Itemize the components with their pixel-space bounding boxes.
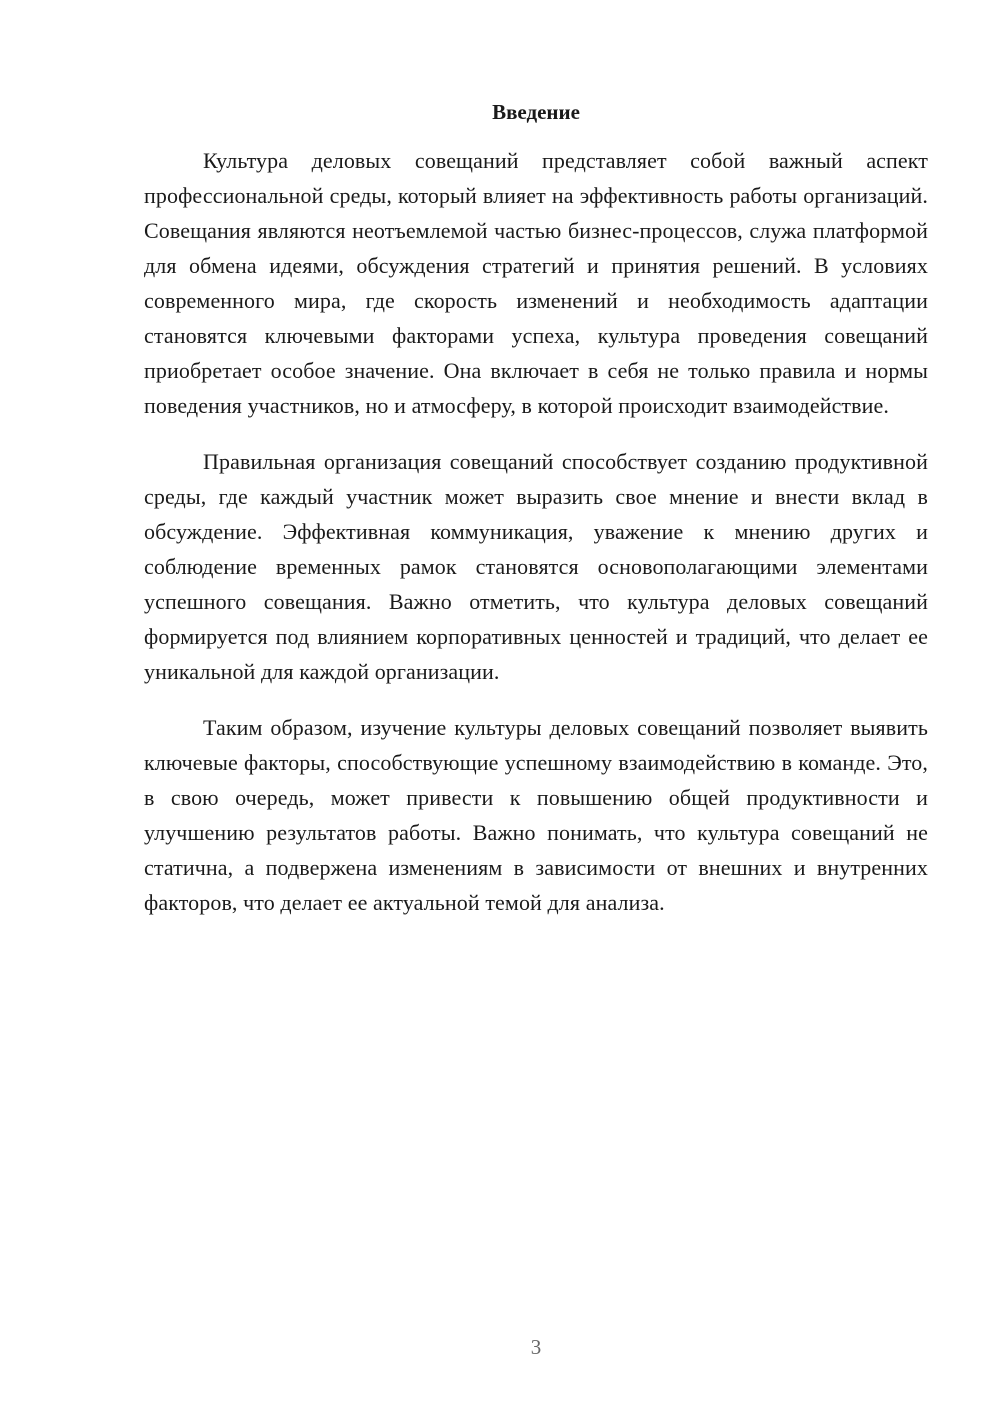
section-heading: Введение xyxy=(492,100,580,124)
page-number: 3 xyxy=(530,1335,542,1359)
paragraph-2: Правильная организация совещаний способствует созданию продуктивной среды, где каждый участник может выразить свое мнение и внести вклад в обсуждение. Эффективная коммуникация, уважение к мнению других и соблюдение временных рамок становятся основополагающими элементами успешного совещания. Важно отметить, что культура деловых совещаний формируется под влиянием корпоративных ценностей и традиций, что делает ее уникальной для каждой организации. xyxy=(144,449,928,684)
paragraph-3: Таким образом, изучение культуры деловых совещаний позволяет выявить ключевые факторы, способствующие успешному взаимодействию в команде. Это, в свою очередь, может привести к повышению общей продуктивности и улучшению результатов работы. Важно понимать, что культура совещаний не статична, а подвержена изменениям в зависимости от внешних и внутренних факторов, что делает ее актуальной темой для анализа. xyxy=(144,715,928,915)
paragraph-1: Культура деловых совещаний представляет собой важный аспект профессиональной среды, который влияет на эффективность работы организаций. Совещания являются неотъемлемой частью бизнес-процессов, служа платформой для обмена идеями, обсуждения стратегий и принятия решений. В условиях современного мира, где скорость изменений и необходимость адаптации становятся ключевыми факторами успеха, культура проведения совещаний приобретает особое значение. Она включает в себя не только правила и нормы поведения участников, но и атмосферу, в которой происходит взаимодействие. xyxy=(144,148,928,418)
body-text xyxy=(144,143,928,920)
